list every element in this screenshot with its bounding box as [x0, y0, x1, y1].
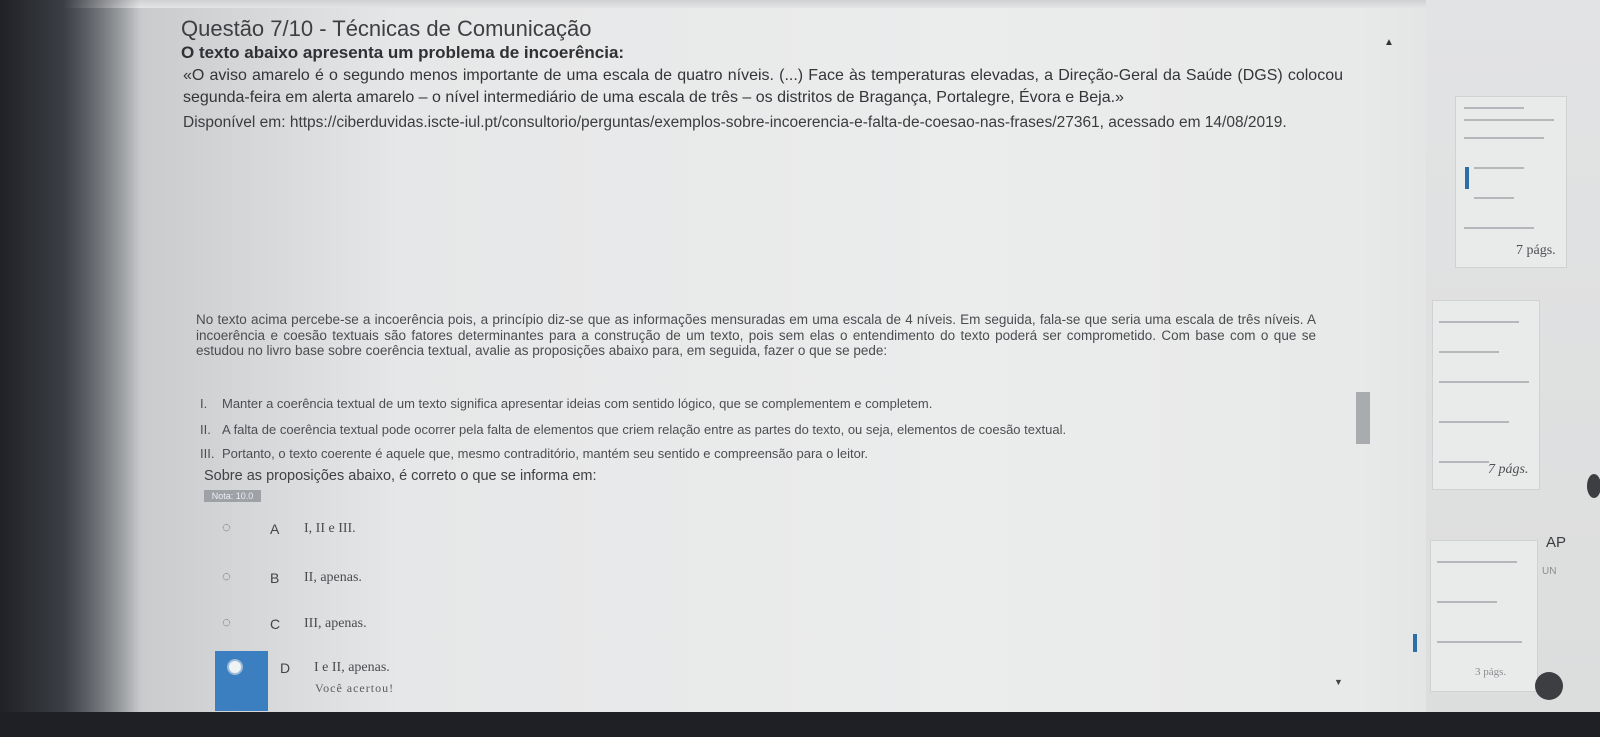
- radio-selected-icon[interactable]: [227, 659, 243, 675]
- option-text: II, apenas.: [304, 569, 362, 585]
- thumbnail-page-count: 3 págs.: [1475, 666, 1507, 678]
- option-d[interactable]: [258, 660, 390, 676]
- question-prompt: Sobre as proposições abaixo, é correto o que se informa em:: [204, 468, 597, 484]
- sidebar-heading: AP: [1546, 534, 1567, 551]
- feedback-message: Você acertou!: [315, 681, 395, 695]
- proposition-number: II.: [200, 422, 211, 437]
- quoted-text: «O aviso amarelo é o segundo menos importante de uma escala de quatro níveis. (...) Face às temperaturas elevadas, a Direção-Geral da Saúde (DGS) colocou segunda-feira em alerta amarelo – o nível intermediário de uma escala de três – os distritos de Bragança, Portalegre, Évora e Beja.»: [183, 67, 1343, 106]
- monitor-bezel-bottom: [0, 712, 1600, 737]
- sidebar-subheading: UN: [1542, 566, 1557, 577]
- scroll-up-arrow-icon[interactable]: ▲: [1384, 37, 1394, 48]
- top-strip: [0, 0, 1600, 8]
- grade-tag: Nota: 10.0: [204, 490, 261, 502]
- option-letter: B: [270, 569, 280, 586]
- option-text: I e II, apenas.: [314, 660, 390, 675]
- question-subtitle: O texto abaixo apresenta um problema de incoerência:: [181, 43, 625, 62]
- scroll-down-arrow-icon[interactable]: ▼: [1334, 677, 1343, 687]
- proposition-number: III.: [200, 446, 215, 461]
- option-c[interactable]: [222, 615, 367, 632]
- carousel-next-button[interactable]: [1535, 672, 1563, 700]
- option-text: I, II e III.: [304, 520, 356, 536]
- radio-unselected-icon[interactable]: ◌: [222, 569, 231, 585]
- proposition-1: [200, 396, 932, 411]
- proposition-2: [200, 422, 1066, 437]
- bookmark-marker: [1413, 634, 1417, 652]
- proposition-3: [200, 446, 868, 461]
- scrollbar-thumb[interactable]: [1356, 392, 1370, 444]
- option-b[interactable]: [222, 569, 362, 586]
- carousel-next-button[interactable]: [1587, 474, 1600, 498]
- question-title: Questão 7/10 - Técnicas de Comunicação: [181, 16, 592, 41]
- question-body: No texto acima percebe-se a incoerência pois, a princípio diz-se que as informações mensuradas em uma escala de 4 níveis. Em seguida, fala-se que seria uma escala de três níveis. A incoerência e coesão textuais são fatores determinantes para a construção de um texto, pois sem elas o entendimento do texto poderá ser comprometido. Com base com o que se estudou no livro base sobre coerência textual, avalie as proposições abaixo para, em seguida, fazer o que se pede:: [196, 312, 1316, 358]
- monitor-bezel-left: [0, 0, 140, 737]
- radio-unselected-icon[interactable]: ◌: [222, 520, 231, 536]
- option-letter: C: [270, 615, 281, 632]
- option-text: III, apenas.: [304, 615, 367, 631]
- proposition-text: Manter a coerência textual de um texto significa apresentar ideias com sentido lógico, que se complementem e completem.: [222, 396, 933, 411]
- source-citation: Disponível em: https://ciberduvidas.iscte-iul.pt/consultorio/perguntas/exemplos-sobre-incoerencia-e-falta-de-coesao-nas-frases/27361, acessado em 14/08/2019.: [183, 114, 1287, 131]
- proposition-number: I.: [200, 396, 208, 411]
- option-letter: D: [280, 660, 291, 676]
- thumbnail-page-count: 7 págs.: [1516, 243, 1556, 258]
- proposition-text: Portanto, o texto coerente é aquele que, mesmo contraditório, mantém seu sentido e compreensão para o leitor.: [222, 446, 869, 461]
- radio-unselected-icon[interactable]: ◌: [222, 615, 231, 631]
- proposition-text: A falta de coerência textual pode ocorrer pela falta de elementos que criem relação entre as partes do texto, ou seja, elementos de coesão textual.: [222, 422, 1067, 437]
- thumbnail-page-count: 7 págs.: [1488, 462, 1529, 477]
- option-a[interactable]: [222, 520, 356, 537]
- option-letter: A: [270, 520, 280, 537]
- bookmark-marker: [1465, 167, 1469, 189]
